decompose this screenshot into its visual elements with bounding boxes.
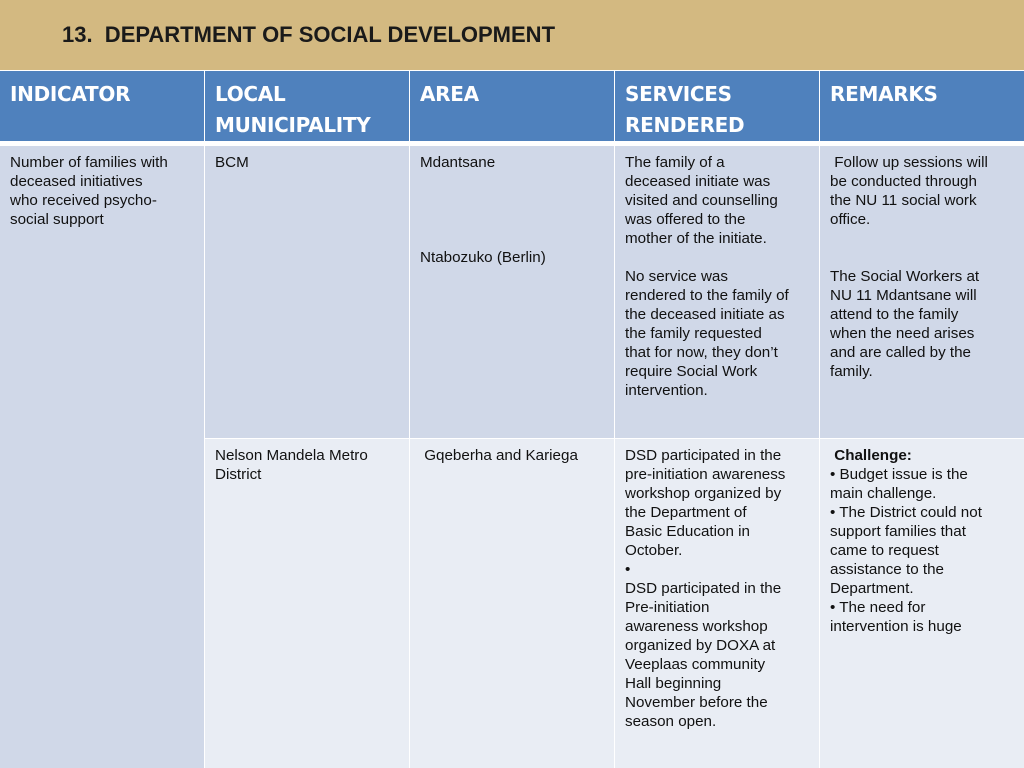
row2-remarks xyxy=(820,439,1024,768)
row1-services-line: was offered to the xyxy=(625,211,746,228)
row2-remarks-heading: Challenge: xyxy=(830,447,912,464)
row2-remarks-line: Department. xyxy=(830,580,914,597)
title-bar xyxy=(0,0,1024,70)
row1-remarks-line: office. xyxy=(830,211,871,228)
row2-services-line: Hall beginning xyxy=(625,675,722,692)
row1-municipality-text: BCM xyxy=(215,154,249,171)
row1-remarks-b-line: family. xyxy=(830,363,873,380)
row2-services-line: Pre-initiation xyxy=(625,599,710,616)
row1-remarks-line: be conducted through xyxy=(830,173,977,190)
row1-area xyxy=(410,146,614,438)
row2-services xyxy=(615,439,819,768)
indicator-line-1: Number of families with xyxy=(10,154,168,171)
header-area xyxy=(410,71,614,141)
row1-remarks-b-line: when the need arises xyxy=(830,325,975,342)
row2-remarks-line: • Budget issue is the xyxy=(830,466,968,483)
row1-municipality xyxy=(205,146,409,438)
indicator-line-2: deceased initiatives xyxy=(10,173,143,190)
row1-services-b-line: intervention. xyxy=(625,382,708,399)
row1-remarks-b-line: The Social Workers at xyxy=(830,268,980,285)
row2-services-line: DSD participated in the xyxy=(625,447,782,464)
row2-remarks-line: • The need for xyxy=(830,599,926,616)
page-title: 13. DEPARTMENT OF SOCIAL DEVELOPMENT xyxy=(62,22,556,47)
row2-services-bullet: • xyxy=(625,561,631,578)
header-services-rendered xyxy=(615,71,819,141)
row2-services-line: Veeplaas community xyxy=(625,656,766,673)
row1-services-line: visited and counselling xyxy=(625,192,778,209)
row2-services-line: the Department of xyxy=(625,504,747,521)
row2-services-line: awareness workshop xyxy=(625,618,768,635)
header-remarks xyxy=(820,71,1024,141)
row2-remarks-line: main challenge. xyxy=(830,485,937,502)
row2-municipality xyxy=(205,439,409,768)
row2-services-line: workshop organized by xyxy=(625,485,782,502)
row2-services-line: Basic Education in xyxy=(625,523,750,540)
row2-services-line: DSD participated in the xyxy=(625,580,782,597)
header-area-label: AREA xyxy=(420,82,479,106)
row1-services-b-line: require Social Work xyxy=(625,363,758,380)
header-services-line-2: RENDERED xyxy=(625,113,745,137)
row1-remarks-line: the NU 11 social work xyxy=(830,192,977,209)
header-local-municipality-line-2: MUNICIPALITY xyxy=(215,113,371,137)
row2-remarks-line: • The District could not xyxy=(830,504,982,521)
row1-services-b-line: rendered to the family of xyxy=(625,287,789,304)
services-table xyxy=(0,70,1024,768)
row1-services-b-line: No service was xyxy=(625,268,728,285)
row1-remarks-b-line: NU 11 Mdantsane will xyxy=(830,287,977,304)
row1-area-2: Ntabozuko (Berlin) xyxy=(420,249,546,266)
indicator-line-3: who received psycho- xyxy=(10,192,157,209)
indicator-cell xyxy=(0,146,204,768)
row2-services-line: November before the xyxy=(625,694,768,711)
row2-services-line: October. xyxy=(625,542,683,559)
row1-remarks xyxy=(820,146,1024,438)
row1-services-b-line: the family requested xyxy=(625,325,762,342)
row2-area xyxy=(410,439,614,768)
header-local-municipality-line-1: LOCAL xyxy=(215,82,286,106)
row2-remarks-line: support families that xyxy=(830,523,966,540)
row2-services-line: pre-initiation awareness xyxy=(625,466,786,483)
row1-area-1: Mdantsane xyxy=(420,154,496,171)
row1-services-line: mother of the initiate. xyxy=(625,230,767,247)
header-local-municipality xyxy=(205,71,409,141)
row2-area-text: Gqeberha and Kariega xyxy=(420,447,578,464)
row2-remarks-line: intervention is huge xyxy=(830,618,962,635)
row1-remarks-b-line: attend to the family xyxy=(830,306,959,323)
row1-remarks-b-line: and are called by the xyxy=(830,344,972,361)
header-indicator xyxy=(0,71,204,141)
row1-services-line: The family of a xyxy=(625,154,725,171)
row2-remarks-line: came to request xyxy=(830,542,939,559)
row2-remarks-line: assistance to the xyxy=(830,561,944,578)
header-indicator-label: INDICATOR xyxy=(10,82,131,106)
header-remarks-label: REMARKS xyxy=(830,82,938,106)
row2-municipality-1: Nelson Mandela Metro xyxy=(215,447,368,464)
row1-remarks-line: Follow up sessions will xyxy=(830,154,988,171)
header-services-line-1: SERVICES xyxy=(625,82,732,106)
row1-services-b-line: that for now, they don’t xyxy=(625,344,778,361)
row1-services xyxy=(615,146,819,438)
indicator-line-4: social support xyxy=(10,211,104,228)
row2-services-line: season open. xyxy=(625,713,717,730)
row2-services-line: organized by DOXA at xyxy=(625,637,776,654)
row1-services-b-line: the deceased initiate as xyxy=(625,306,785,323)
row1-services-line: deceased initiate was xyxy=(625,173,771,190)
row2-municipality-2: District xyxy=(215,466,262,483)
